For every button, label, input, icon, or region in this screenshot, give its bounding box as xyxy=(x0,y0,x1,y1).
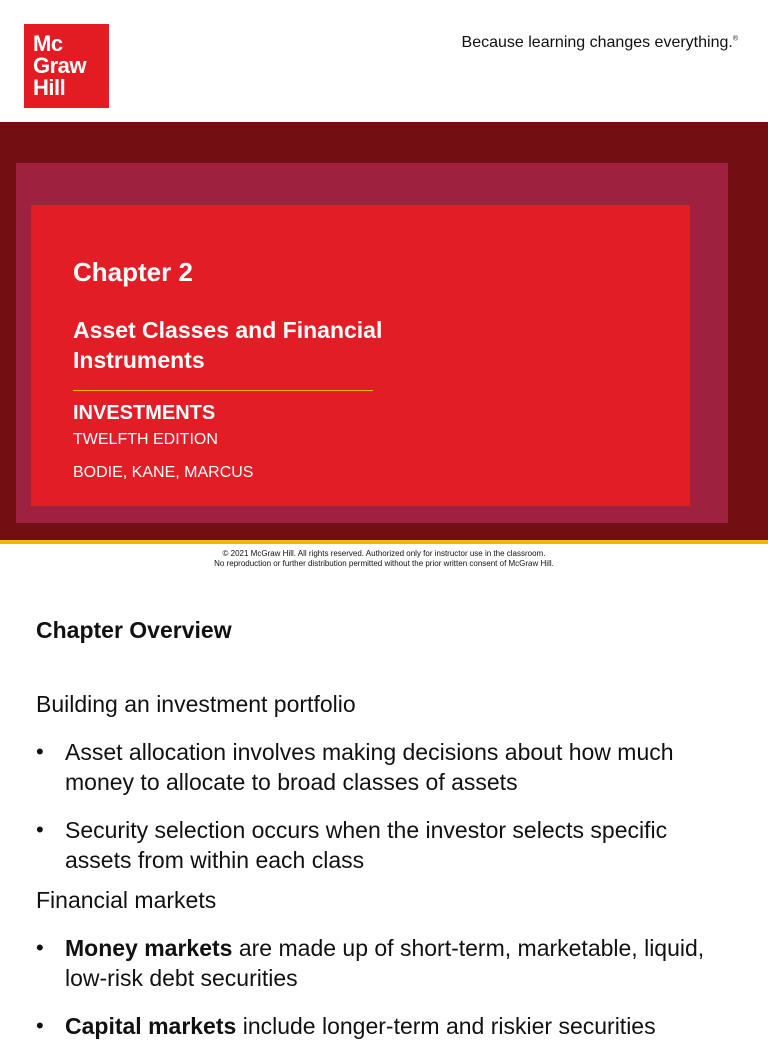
chapter-number: Chapter 2 xyxy=(73,257,193,287)
bullet-dot: • xyxy=(36,817,44,842)
chapter-title: Asset Classes and Financial Instruments xyxy=(73,317,383,373)
money-markets-definition: are made up of short-term, marketable, liquid, low-risk debt securities xyxy=(65,935,705,991)
copyright-line-2: No reproduction or further distribution permitted without the prior written consent of McGraw Hill. xyxy=(214,559,554,568)
section-heading-markets: Financial markets xyxy=(36,887,217,913)
bullet-text xyxy=(65,1011,736,1041)
logo-line-2: Graw xyxy=(33,53,87,78)
book-edition: TWELFTH EDITION xyxy=(73,431,218,448)
copyright-notice xyxy=(0,549,768,569)
term-money-markets: Money markets xyxy=(65,935,233,961)
logo-line-3: Hill xyxy=(33,75,66,100)
tagline-text: Because learning changes everything. xyxy=(461,34,733,51)
bullet-dot: • xyxy=(36,739,44,764)
registered-mark: ® xyxy=(732,35,738,43)
bullet-text xyxy=(65,933,736,993)
bullet-money-markets xyxy=(36,933,736,993)
copyright-line-1: © 2021 McGraw Hill. All rights reserved. Authorized only for instructor use in the classroom. xyxy=(222,549,546,558)
gold-rule xyxy=(0,540,768,544)
overview-heading: Chapter Overview xyxy=(36,617,232,643)
bullet-dot: • xyxy=(36,1013,44,1038)
bullet-text: Asset allocation involves making decisions about how much money to allocate to broad classes of assets xyxy=(65,739,674,795)
title-panel xyxy=(31,205,690,506)
title-divider xyxy=(73,390,373,391)
mcgraw-hill-logo xyxy=(24,24,109,108)
bullet-text: Security selection occurs when the investor selects specific assets from within each class xyxy=(65,817,668,873)
book-authors: BODIE, KANE, MARCUS xyxy=(73,464,254,481)
logo-line-1: Mc xyxy=(33,31,63,56)
bullet-capital-markets xyxy=(36,1011,736,1041)
bullet-dot: • xyxy=(36,935,44,960)
title-banner xyxy=(0,122,768,540)
section-heading-portfolio: Building an investment portfolio xyxy=(36,691,356,717)
tagline xyxy=(462,34,738,52)
bullet-security-selection xyxy=(36,815,736,875)
term-capital-markets: Capital markets xyxy=(65,1013,237,1039)
bullet-asset-allocation xyxy=(36,737,736,797)
capital-markets-definition: include longer-term and riskier securities xyxy=(236,1013,656,1039)
title-banner-frame xyxy=(16,163,728,523)
book-title: INVESTMENTS xyxy=(73,402,216,424)
